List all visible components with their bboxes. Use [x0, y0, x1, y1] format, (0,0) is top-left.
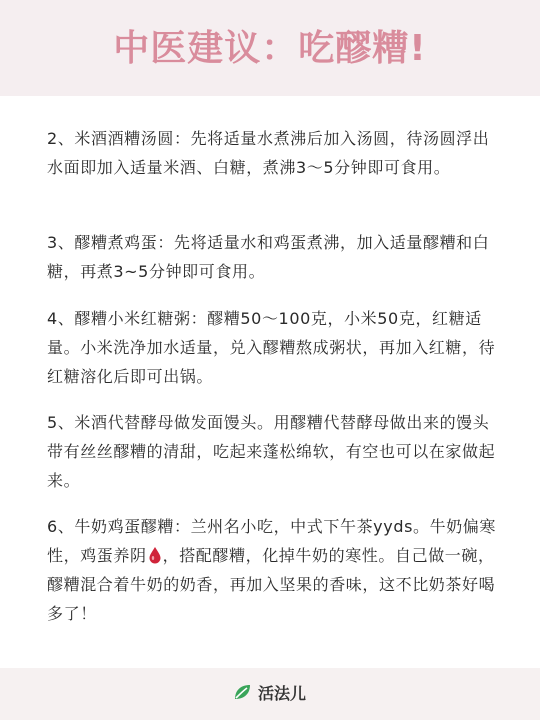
page-title: 中医建议：吃醪糟! [113, 28, 427, 69]
recipe-paragraph-5: 5、米酒代替酵母做发面馒头。用醪糟代替酵母做出来的馒头带有丝丝醪糟的清甜，吃起来蓬松绵软，有空也可以在家做起来。 [47, 413, 496, 490]
leaf-icon [232, 682, 252, 702]
brand-name: 活法儿 [258, 683, 307, 703]
recipe-paragraph-2: 2、米酒酒糟汤圆：先将适量水煮沸后加入汤圆，待汤圆浮出水面即加入适量米酒、白糖，煮沸3～5分钟即可食用。 [47, 129, 490, 177]
blood-drop-icon [148, 546, 162, 564]
recipe-paragraph-6-part1: 6、牛奶鸡蛋醪糟：兰州名小吃，中式下午茶yyds。牛奶偏寒性，鸡蛋养阴 [47, 517, 497, 565]
recipe-paragraph-4: 4、醪糟小米红糖粥：醪糟50～100克，小米50克，红糖适量。小米洗净加水适量，兑入醪糟熬成粥状，再加入红糖，待红糖溶化后即可出锅。 [47, 309, 496, 386]
recipe-paragraph-3: 3、醪糟煮鸡蛋：先将适量水和鸡蛋煮沸，加入适量醪糟和白糖，再煮3~5分钟即可食用。 [47, 233, 490, 281]
recipe-paragraph-6-part2: ，搭配醪糟，化掉牛奶的寒性。自己做一碗，醪糟混合着牛奶的奶香，再加入坚果的香味，这不比奶茶好喝多了！ [47, 546, 496, 623]
recipe-paragraph-6 [47, 512, 505, 628]
brand-logo [232, 680, 306, 704]
